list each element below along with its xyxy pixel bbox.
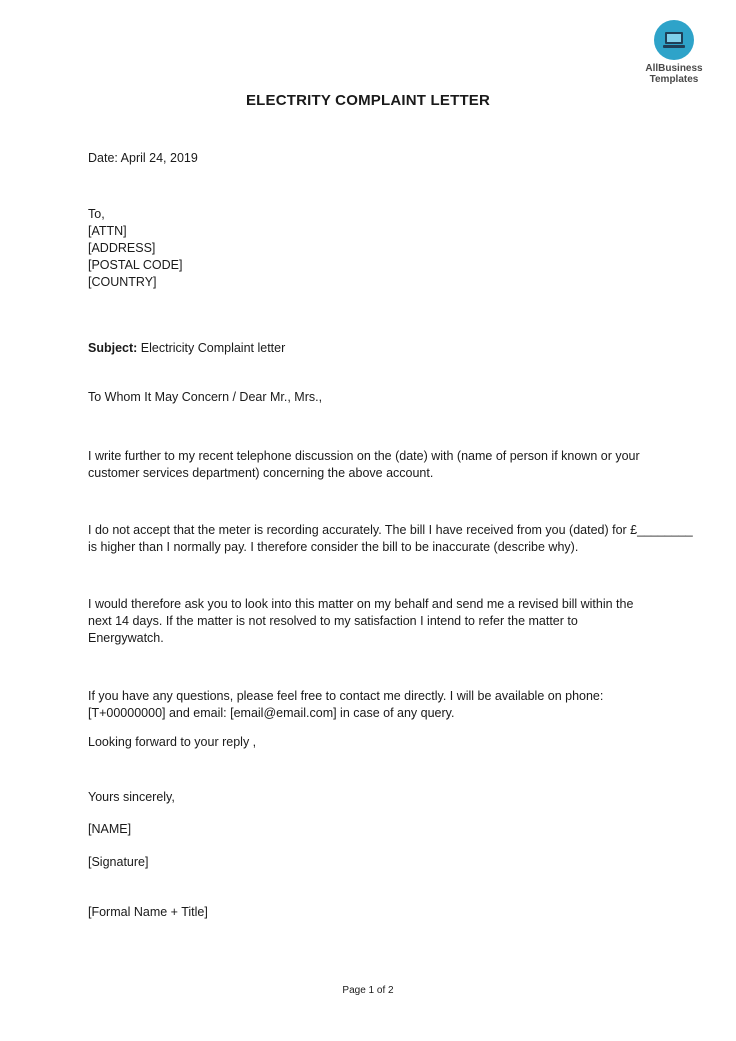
paragraph-line: next 14 days. If the matter is not resolved to my satisfaction I intend to refer the matter to	[88, 614, 578, 628]
paragraph-line: customer services department) concerning the above account.	[88, 466, 434, 480]
paragraph-line: I write further to my recent telephone discussion on the (date) with (name of person if known or your	[88, 449, 640, 463]
page-number: Page 1 of 2	[342, 985, 394, 996]
looking-forward: Looking forward to your reply ,	[88, 735, 257, 749]
recipient-country: [COUNTRY]	[88, 275, 157, 289]
recipient-address: [ADDRESS]	[88, 241, 156, 255]
paragraph-1	[88, 448, 640, 482]
paragraph-3	[88, 596, 633, 647]
logo-line-2: Templates	[649, 74, 699, 85]
logo-line-1: AllBusiness	[645, 63, 703, 74]
recipient-to: To,	[88, 207, 105, 221]
formal-name-title: [Formal Name + Title]	[88, 905, 208, 919]
paragraph-line: I do not accept that the meter is recording accurately. The bill I have received from you (dated) for £________	[88, 523, 693, 537]
subject-text: Electricity Complaint letter	[137, 341, 286, 355]
salutation: To Whom It May Concern / Dear Mr., Mrs.,	[88, 390, 323, 404]
paragraph-line: I would therefore ask you to look into this matter on my behalf and send me a revised bill within the	[88, 597, 634, 611]
recipient-attn: [ATTN]	[88, 224, 127, 238]
paragraph-line: is higher than I normally pay. I therefore consider the bill to be inaccurate (describe why).	[88, 540, 579, 554]
paragraph-2	[88, 522, 693, 556]
signature-placeholder: [Signature]	[88, 855, 149, 869]
recipient-block	[88, 206, 182, 291]
paragraph-line: If you have any questions, please feel free to contact me directly. I will be available on phone:	[88, 689, 604, 703]
paragraph-4	[88, 688, 603, 722]
letter-date: Date: April 24, 2019	[88, 151, 198, 165]
allbusiness-logo	[640, 20, 708, 85]
paragraph-line: [T+00000000] and email: [email@email.com] in case of any query.	[88, 706, 455, 720]
subject-line	[88, 340, 285, 357]
yours-sincerely: Yours sincerely,	[88, 790, 175, 804]
laptop-icon	[654, 20, 694, 60]
signer-name: [NAME]	[88, 822, 132, 836]
recipient-postal: [POSTAL CODE]	[88, 258, 183, 272]
letter-title: ELECTRITY COMPLAINT LETTER	[245, 92, 491, 109]
paragraph-line: Energywatch.	[88, 631, 164, 645]
subject-label: Subject:	[88, 341, 138, 355]
